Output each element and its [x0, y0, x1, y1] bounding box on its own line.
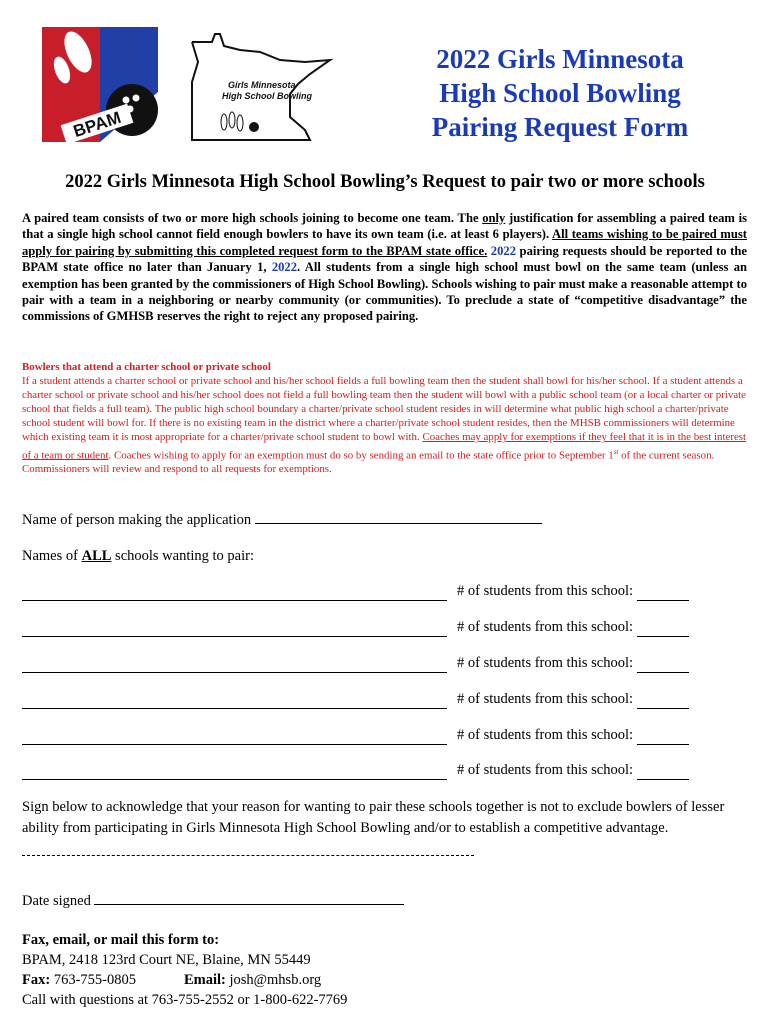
- schools-label-post: schools wanting to pair:: [111, 548, 254, 564]
- students-label: # of students from this school:: [457, 583, 634, 599]
- school-name-input[interactable]: [22, 583, 447, 601]
- school-row: [22, 762, 752, 780]
- charter-section: [22, 360, 747, 476]
- intro-text-3: pairing requests should be reported to the BPAM state office no later than January 1,: [22, 243, 747, 275]
- fax-number: 763-755-0805: [53, 972, 136, 988]
- svg-text:High School Bowling: High School Bowling: [222, 91, 312, 101]
- date-label: Date signed: [22, 893, 91, 909]
- contact-block: [22, 930, 347, 1010]
- intro-text-2: justification for assembling a paired team is that a single high school cannot field enough bowlers to have its own team (i.e. at least 6 players).: [22, 211, 747, 242]
- contact-heading: Fax, email, or mail this form to:: [22, 932, 220, 948]
- date-field: [22, 893, 404, 910]
- school-row: [22, 727, 752, 745]
- students-label: # of students from this school:: [457, 691, 634, 707]
- applicant-input[interactable]: [255, 522, 542, 524]
- date-input[interactable]: [94, 903, 404, 905]
- intro-only: only: [482, 211, 506, 225]
- subtitle: 2022 Girls Minnesota High School Bowling’s Request to pair two or more schools: [65, 172, 705, 192]
- school-name-input[interactable]: [22, 691, 447, 709]
- intro-year-2: 2022: [271, 260, 297, 275]
- students-label: # of students from this school:: [457, 655, 634, 671]
- title-line-2: High School Bowling: [439, 78, 681, 108]
- school-row: [22, 583, 752, 601]
- gmhsb-logo: [180, 22, 345, 147]
- intro-paragraph: [22, 210, 747, 325]
- school-name-input[interactable]: [22, 762, 447, 780]
- schools-label: [22, 548, 254, 565]
- svg-text:BPAM: BPAM: [71, 107, 124, 142]
- intro-requirement: All teams wishing to be paired must apply for pairing by submitting this completed request form to the BPAM state office.: [22, 227, 747, 258]
- phone-line: Call with questions at 763-755-2552 or 1-800-622-7769: [22, 992, 348, 1008]
- charter-text-1: If a student attends a charter school or private school and his/her school fields a full bowling team then the student shall bowl for his/her school. If a student attends a charter school or private school and his/her school does not field a full bowling team then the student will bowl with a public school team (or a local charter or private school that fields a full team). The public high school boundary a charter/private school student resides in will determine what public high school a charter/private school student will bowl for. If there is no existing team in the district where a charter/private school student resides, then the MHSB commissioners will determine which existing team it is most appropriate for a charter/private school student to bowl with.: [22, 375, 747, 444]
- students-label: # of students from this school:: [457, 619, 634, 635]
- title-line-3: Pairing Request Form: [431, 112, 689, 142]
- applicant-field: [22, 512, 542, 529]
- school-row: [22, 655, 752, 673]
- intro-year: 2022: [490, 243, 516, 258]
- students-count-input[interactable]: [637, 762, 689, 780]
- school-name-input[interactable]: [22, 619, 447, 637]
- schools-label-all: ALL: [81, 548, 112, 564]
- charter-exemption: Coaches may apply for exemptions if they feel that it is in the best interest of a team or student: [22, 431, 747, 462]
- students-label: # of students from this school:: [457, 727, 634, 743]
- charter-sup: st: [613, 447, 619, 456]
- form-title: [370, 42, 750, 144]
- charter-heading: Bowlers that attend a charter school or private school: [22, 361, 271, 373]
- students-count-input[interactable]: [637, 727, 689, 745]
- students-count-input[interactable]: [637, 619, 689, 637]
- bpam-logo: [40, 22, 160, 147]
- school-row: [22, 691, 752, 709]
- title-line-1: 2022 Girls Minnesota: [436, 44, 684, 74]
- svg-text:Girls Minnesota: Girls Minnesota: [228, 80, 296, 90]
- applicant-label: Name of person making the application: [22, 512, 252, 528]
- students-count-input[interactable]: [637, 583, 689, 601]
- intro-text-1: A paired team consists of two or more high schools joining to become one team. The: [22, 211, 483, 225]
- intro-text-4: . All students from a single high school must bowl on the same team (unless an exemption has been granted by the commissioners of High School Bowling). Schools wishing to pair must make a reasonable attempt to pair with a team in a neighboring or nearby community (or communities). To preclude a state of “competitive disadvantage” the commissions of GMHSB reserves the right to reject any proposed pairing.: [22, 260, 748, 324]
- contact-address: BPAM, 2418 123rd Court NE, Blaine, MN 55449: [22, 952, 311, 968]
- charter-text-2: . Coaches wishing to apply for an exemption must do so by sending an email to the state office prior to September 1: [108, 449, 614, 462]
- school-name-input[interactable]: [22, 655, 447, 673]
- students-label: # of students from this school:: [457, 762, 634, 778]
- signature-line[interactable]: [22, 855, 474, 856]
- school-name-input[interactable]: [22, 727, 447, 745]
- acknowledgement-text: Sign below to acknowledge that your reason for wanting to pair these schools together is not to exclude bowlers of lesser ability from participating in Girls Minnesota High School Bowling and/or to establish a competitive advantage.: [22, 799, 725, 836]
- charter-text-3: of the current season. Commissioners will review and respond to all requests for exemptions.: [22, 449, 715, 476]
- students-count-input[interactable]: [637, 655, 689, 673]
- students-count-input[interactable]: [637, 691, 689, 709]
- schools-label-pre: Names of: [22, 548, 82, 564]
- email-label: Email:: [183, 972, 226, 988]
- fax-label: Fax:: [22, 972, 51, 988]
- email-address[interactable]: josh@mhsb.org: [229, 972, 322, 988]
- school-row: [22, 619, 752, 637]
